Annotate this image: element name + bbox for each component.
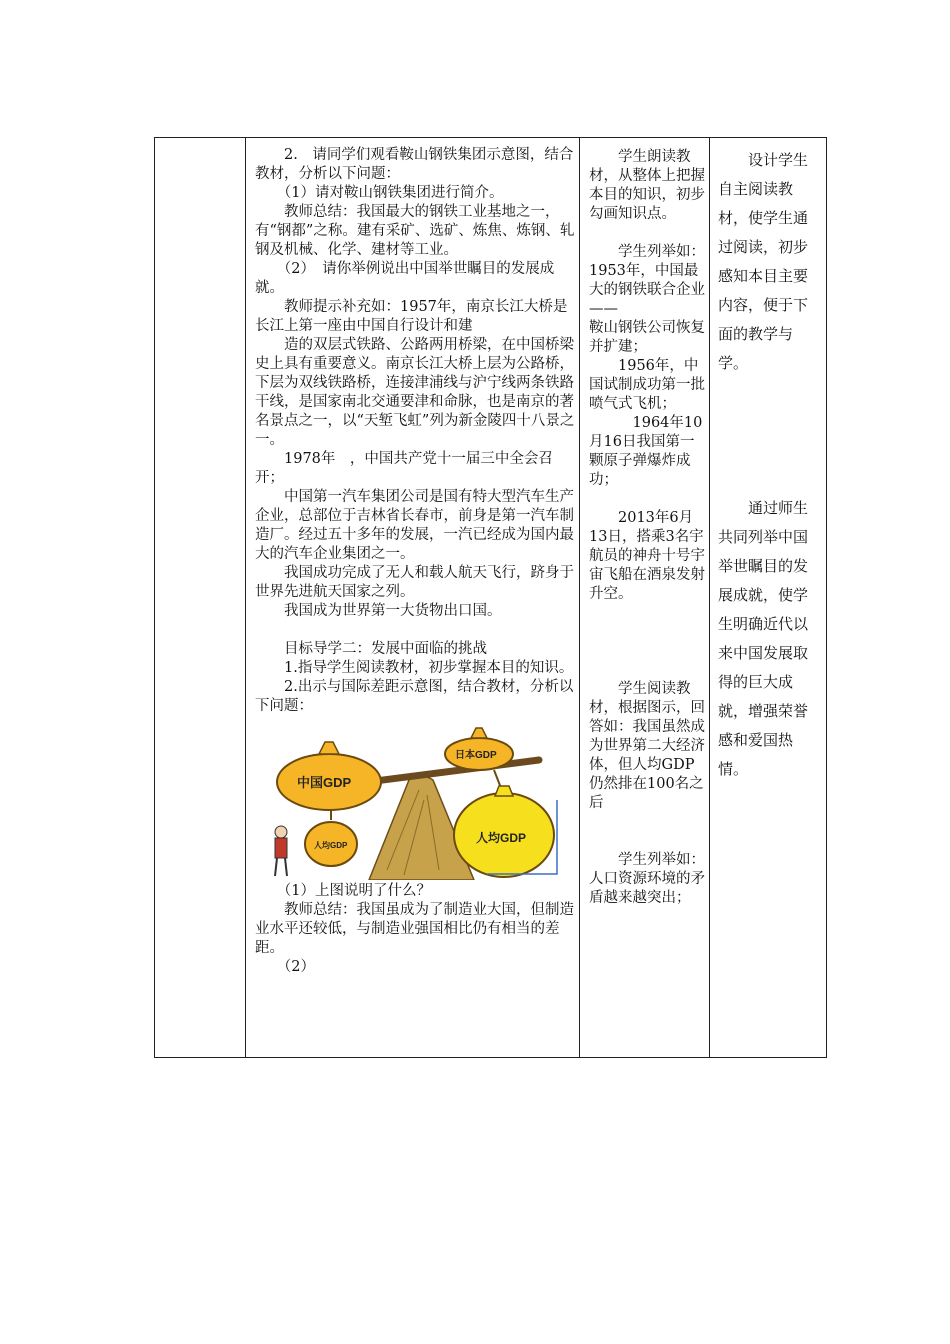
paragraph: 学生阅读教材，根据图示，回答如：我国虽然成为世界第二大经济体，但人均GDP仍然排在100名之后 (589, 681, 705, 811)
paragraph: 设计学生自主阅读教材，使学生通过阅读，初步感知本目主要内容，便于下面的教学与学。 (718, 151, 809, 372)
paragraph: 通过师生共同列举中国举世瞩目的发展成就，使学生明确近代以来中国发展取得的巨大成就，增强荣誉感和爱国热情。 (718, 499, 809, 778)
paragraph: （2） (255, 959, 315, 975)
paragraph: （1）请对鞍山钢铁集团进行简介。 (255, 185, 504, 201)
lesson-table (154, 137, 827, 1058)
design-intent-column (710, 138, 826, 1057)
japan-gdp-label: 日本GDP (455, 750, 497, 761)
teacher-activity-column (245, 138, 579, 1057)
china-gdp-label: 中国GDP (297, 775, 352, 790)
paragraph: 学生列举如：人口资源环境的矛盾越来越突出； (589, 852, 705, 906)
paragraph: 学生朗读教材，从整体上把握本目的知识，初步勾画知识点。 (589, 149, 705, 222)
paragraph: 1978年 ，中国共产党十一届三中全会召开； (255, 451, 553, 486)
paragraph: 2. 请同学们观看鞍山钢铁集团示意图，结合教材，分析以下问题： (255, 147, 574, 182)
paragraph: 教师总结：我国虽成为了制造业大国，但制造业水平还较低，与制造业强国相比仍有相当的差距。 (255, 902, 574, 956)
paragraph: 2013年6月13日，搭乘3名宇航员的神舟十号宇宙飞船在酒泉发射升空。 (589, 510, 705, 602)
gdp-gap-cartoon (269, 720, 559, 880)
paragraph: 教师提示补充如：1957年，南京长江大桥是长江上第一座由中国自行设计和建 (255, 299, 568, 334)
paragraph: 学生列举如：1953年，中国最大的钢铁联合企业—— (589, 244, 705, 317)
section-heading: 目标导学二：发展中面临的挑战 (255, 641, 487, 657)
paragraph: （1）上图说明了什么？ (255, 883, 431, 899)
paragraph: 我国成功完成了无人和载人航天飞行，跻身于世界先进航天国家之列。 (255, 565, 574, 600)
paragraph: 中国第一汽车集团公司是国有特大型汽车生产企业，总部位于吉林省长春市，前身是第一汽车制造厂。经过五十多年的发展，一汽已经成为国内最大的汽车企业集团之一。 (255, 489, 574, 562)
paragraph: （2） 请你举例说出中国举世瞩目的发展成就。 (255, 261, 555, 296)
paragraph: 1964年10月16日我国第一颗原子弹爆炸成功； (589, 415, 703, 488)
paragraph: 鞍山钢铁公司恢复并扩建； (589, 320, 705, 355)
china-per-capita-label: 人均GDP (314, 841, 348, 850)
paragraph: 教师总结：我国最大的钢铁工业基地之一，有“钢都”之称。建有采矿、选矿、炼焦、炼钢、轧钢及机械、化学、建材等工业。 (255, 204, 575, 258)
japan-per-capita-label: 人均GDP (476, 831, 527, 845)
paragraph: 1956年，中国试制成功第一批喷气式飞机； (589, 358, 705, 412)
paragraph: 造的双层式铁路、公路两用桥梁，在中国桥梁史上具有重要意义。南京长江大桥上层为公路桥，下层为双线铁路桥，连接津浦线与沪宁线两条铁路干线，是国家南北交通要津和命脉，也是南京的著名景点之一，以“天堑飞虹”列为新金陵四十八景之一。 (255, 337, 575, 448)
student-activity-column (580, 138, 709, 1057)
paragraph: 2.出示与国际差距示意图，结合教材，分析以下问题： (255, 679, 574, 714)
blank-column (155, 138, 245, 1057)
paragraph: 我国成为世界第一大货物出口国。 (255, 603, 502, 619)
paragraph: 1.指导学生阅读教材，初步掌握本目的知识。 (255, 660, 574, 676)
